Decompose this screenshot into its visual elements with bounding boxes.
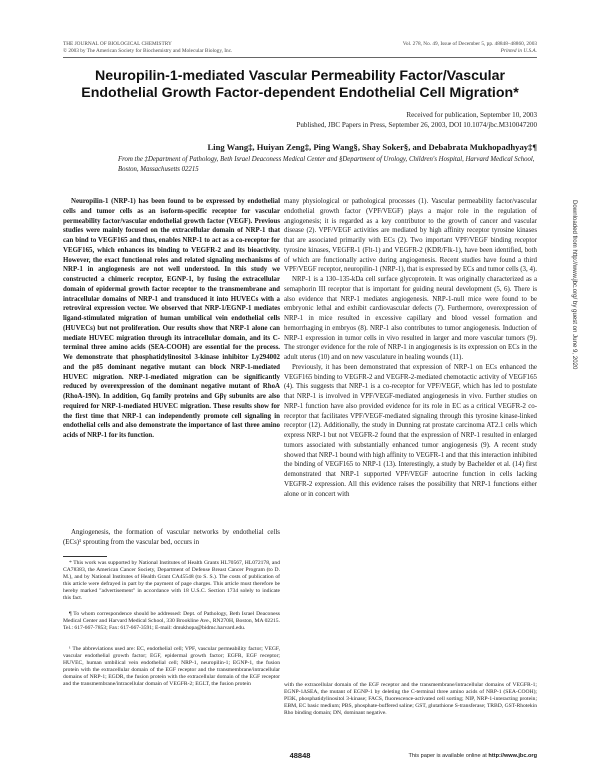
footnote-abbreviations-continued: with the extracellular domain of the EGF receptor and the transmembrane/intracellular domains of VEGFR-1; EGNP-1ΔSEA, the mutant of EGNP-1 by deleting the C-terminal three amino acids of NRP-1 (SEA-COOH); PI3K, phosphatidylinositol 3-kinase; FACS, fluorescence-activated cell sorting; NIP, NRP-1-interacting protein; EBM, EC basic medium; PBS, phosphate-buffered saline; GST, glutathione S-transferase; TRBD, GST-Rhotekin Rho binding domain; DN, dominant negative. — [284, 682, 537, 716]
author-affiliation: From the ‡Department of Pathology, Beth Israel Deaconess Medical Center and §Department of Urology, Children's Hospital, Harvard Medical School, Boston, Massachusetts 02215 — [118, 156, 535, 173]
running-header-right — [403, 41, 537, 55]
availability-note — [409, 753, 538, 759]
footnote-funding: * This work was supported by National Institutes of Health Grants HL70567, HL072178, and CA78383, the American Cancer Society, Department of Defense Breast Cancer Program (to D. M.), and by National Institutes of Health Grant CA45548 (to S. S.). The costs of publication of this article were defrayed in part by the payment of page charges. This article must therefore be hereby marked "advertisement" in accordance with 18 U.S.C. Section 1734 solely to indicate this fact. — [63, 560, 280, 601]
download-watermark: Downloaded from http://www.jbc.org/ by guest on June 9, 2020 — [571, 200, 578, 370]
running-header-left — [63, 41, 232, 55]
publication-dates — [296, 111, 537, 131]
printed-in: Printed in U.S.A. — [500, 48, 537, 54]
abstract — [63, 197, 280, 441]
author-list: Ling Wang‡, Huiyan Zeng‡, Ping Wang§, Shay Soker§, and Debabrata Mukhopadhyay‡¶ — [207, 142, 537, 152]
page-number: 48848 — [289, 751, 311, 760]
introduction-start — [63, 528, 280, 548]
journal-name: THE JOURNAL OF BIOLOGICAL CHEMISTRY — [63, 41, 172, 47]
published-info: Published, JBC Papers in Press, September 26, 2003, DOI 10.1074/jbc.M310047200 — [296, 120, 537, 129]
body-paragraph: Previously, it has been demonstrated that expression of NRP-1 on ECs enhanced the VEGF165 binding to VEGFR-2 and VEGFR-2-mediated chemotactic activity of VEGF165 (4). This suggests that NRP-1 is a co-receptor for VPF/VEGF, which has led to postulate that NRP-1 is involved in VPF/VEGF-mediated angiogenesis in vivo. Further studies on NRP-1 function have also provided evidence for its role in EC as a critical VEGFR-2 co-receptor that facilitates VPF/VEGF-mediated signaling through this tyrosine kinase-linked receptor (12). Additionally, the study in Dunning rat prostate carcinoma AT2.1 cells which express NRP-1 but not VEGFR-2 found that the expression of NRP-1 resulted in enlarged tumors associated with substantially enhanced tumor angiogenesis (9). A recent study showed that NRP-1 bound with high affinity to VEGFR-1 and that this interaction inhibited the binding of VEGF165 to NRP-1 (13). Interestingly, a study by Bachelder et al. (14) first demonstrated that NRP-1 supported VPF/VEGF autocrine function in cells lacking VEGFR-2 expression. All this evidence raises the possibility that NRP-1 functions either alone or in concert with — [284, 363, 537, 498]
body-column-right — [284, 197, 537, 499]
journal-url-link[interactable]: http://www.jbc.org — [488, 753, 537, 759]
body-paragraph: NRP-1 is a 130–135-kDa cell surface glycoprotein. It was originally characterized as a semaphorin III receptor that is important for guiding neural development (5, 6). There is also evidence that NRP-1 mediates angiogenesis. NRP-1-null mice were found to be embryonic lethal and exhibit cardiovascular defects (7). Furthermore, overexpression of NRP-1 in mice resulted in excessive capillary and blood vessel formation and hemorrhaging in embryos (8). NRP-1 also contributes to tumor angiogenesis. Induction of NRP-1 expression in tumor cells in vivo resulted in larger and more vascular tumors (9). The stronger evidence for the role of NRP-1 in angiogenesis is its expression on ECs in the adult uterus (10) and on new vasculature in healing wounds (11). — [284, 276, 537, 361]
header-rule — [63, 57, 537, 58]
intro-paragraph: Angiogenesis, the formation of vascular networks by endothelial cells (ECs)¹ sprouting from the vascular bed, occurs in — [63, 529, 280, 546]
volume-info: Vol. 278, No. 49, Issue of December 5, pp. 48848–48860, 2003 — [402, 41, 537, 47]
copyright-line: © 2003 by The American Society for Biochemistry and Molecular Biology, Inc. — [63, 48, 233, 54]
received-date: Received for publication, September 10, 2003 — [406, 111, 537, 119]
availability-text: This paper is available online at — [408, 753, 489, 759]
footnote-abbreviations: ¹ The abbreviations used are: EC, endothelial cell; VPF, vascular permeability factor; VEGF, vascular endothelial growth factor; EGF, epidermal growth factor; EGFR, EGF receptor; HUVEC, human umbilical vein endothelial cell; NRP-1, neuropilin-1; EGNP-1, the fusion protein with the extracellular domain of the EGF receptor and the transmembrane/intracellular domains of NRP-1; EGDR, the fusion protein with the extracellular domain of the EGF receptor and the transmembrane/intracellular domain of VEGFR-2; EGLT, the fusion protein — [63, 646, 280, 687]
footnote-correspondence: ¶ To whom correspondence should be addressed: Dept. of Pathology, Beth Israel Deaconess Medical Center and Harvard Medical School, 330 Brookline Ave., RN270H, Boston, MA 02215. Tel.: 617-667-7853; Fax: 617-667-3591; E-mail: dmukhopa@bidmc.harvard.edu. — [63, 611, 280, 631]
abstract-text: Neuropilin-1 (NRP-1) has been found to be expressed by endothelial cells and tumor cells as an isoform-specific receptor for vascular permeability factor/vascular endothelial growth factor (VEGF). Previous studies were mainly focused on the extracellular domain of NRP-1 that can bind to VEGF165 and thus, enables NRP-1 to act as a co-receptor for VEGF165, which enhances its binding to VEGFR-2 and its bioactivity. However, the exact functional roles and related signaling mechanisms of NRP-1 in angiogenesis are not well understood. In this study we constructed a chimeric receptor, EGNP-1, by fusing the extracellular domain of epidermal growth factor receptor to the transmembrane and intracellular domains of NRP-1 and transduced it into HUVECs with a retroviral expression vector. We observed that NRP-1/EGNP-1 mediates ligand-stimulated migration of human umbilical vein endothelial cells (HUVECs) but not proliferation. Our results show that NRP-1 alone can mediate HUVEC migration through its intracellular domain, and its C-terminal three amino acids (SEA-COOH) are essential for the process. We demonstrate that phosphatidylinositol 3-kinase inhibitor Ly294002 and the p85 dominant negative mutant can block NRP-1-mediated HUVEC migration. NRP-1-mediated migration can be significantly reduced by overexpression of the dominant negative mutant of RhoA (RhoA-19N). In addition, Gq family proteins and Gβγ subunits are also required for NRP-1-mediated HUVEC migration. These results show for the first time that NRP-1 can independently promote cell signaling in endothelial cells and also demonstrate the importance of last three amino acids of NRP-1 for its function. — [63, 198, 280, 439]
article-title: Neuropilin-1-mediated Vascular Permeability Factor/Vascular Endothelial Growth Factor-dependent Endothelial Cell Migration* — [81, 68, 519, 101]
footnote-rule — [63, 556, 107, 557]
body-paragraph: many physiological or pathological processes (1). Vascular permeability factor/vascular endothelial growth factor (VPF/VEGF) plays a major role in the regulation of angiogenesis; it is regarded as a key contributor to the growth of cancer and vascular disease (2). VPF/VEGF activities are mediated by high affinity receptor tyrosine kinases that are associated primarily with ECs (2). Two important VPF/VEGF binding receptor tyrosine kinases, VEGFR-1 (Flt-1) and VEGFR-2 (KDR/Flk-1), have been identified, both of which are functionally active during angiogenesis. Recent studies have found a third VPF/VEGF receptor, neuropilin-1 (NRP-1), that is expressed by ECs and tumor cells (3, 4). — [284, 198, 537, 274]
